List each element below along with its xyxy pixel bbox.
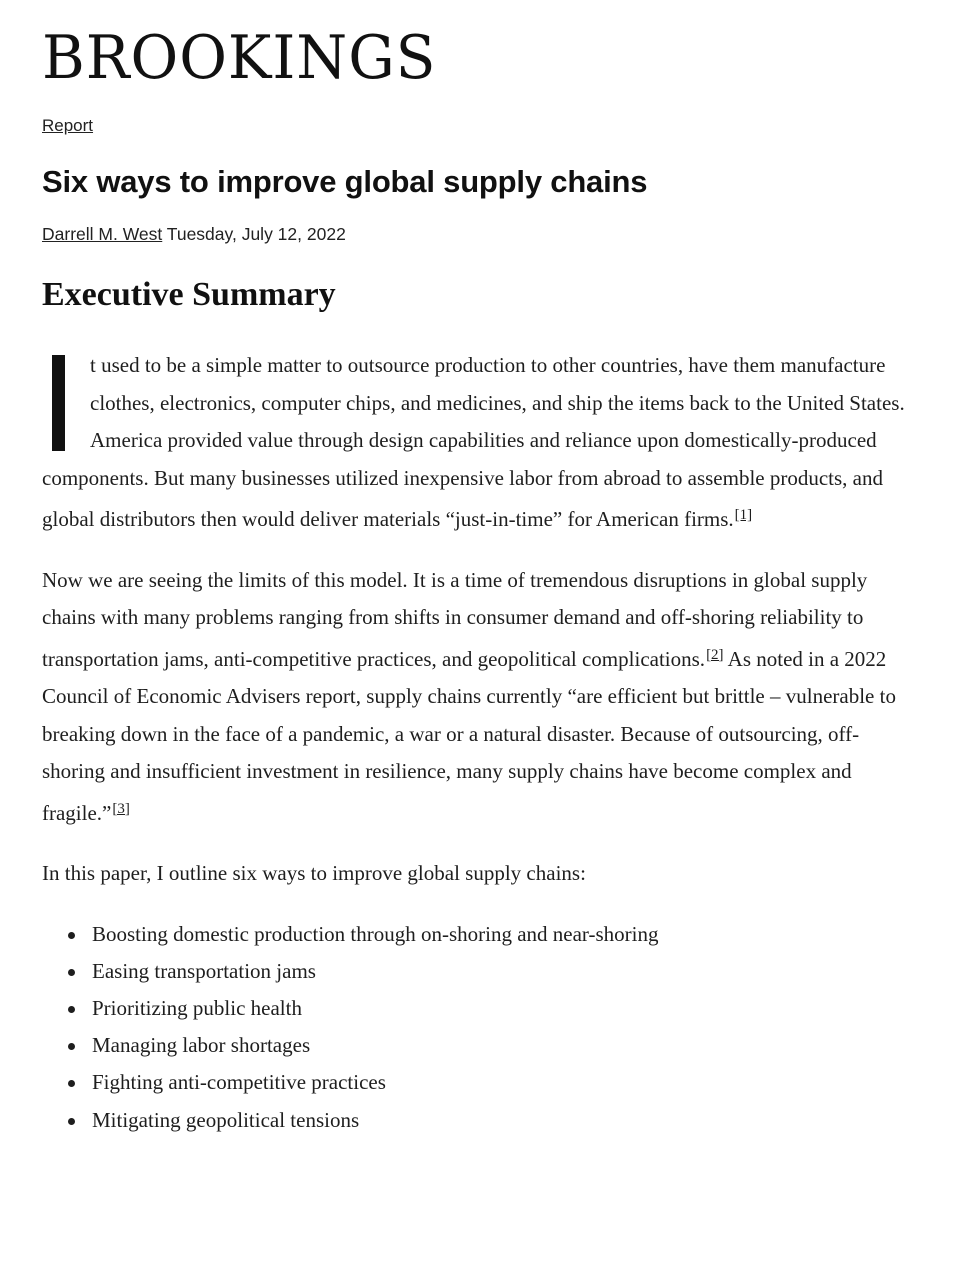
footnote-link-3[interactable]: [3] <box>112 800 130 817</box>
brookings-logo: BROOKINGS <box>42 23 437 93</box>
byline <box>42 224 346 245</box>
paragraph-2-text-b: As noted in a 2022 Council of Economic Advisers report, supply chains currently “are efficient but brittle – vulnerable to breaking down in the face of a pandemic, a war or a natural disaster. Because of outsourcing, off-shoring and insufficient investment in resilience, many supply chains have become complex and fragile.” <box>42 646 896 825</box>
bullet-icon <box>68 1043 75 1050</box>
article-title: Six ways to improve global supply chains <box>42 164 648 199</box>
paragraph-1 <box>42 347 922 539</box>
list-item: Mitigating geopolitical tensions <box>92 1102 922 1139</box>
paragraph-1-text: t used to be a simple matter to outsource production to other countries, have them manufacture clothes, electronics, computer chips, and medicines, and ship the items back to the United States. America provided value through design capabilities and reliance upon domestically-produced components. But many businesses utilized inexpensive labor from abroad to assemble products, and global distributors then would deliver materials “just-in-time” for American firms. <box>42 353 905 531</box>
article-body <box>42 347 922 1139</box>
paragraph-2 <box>42 562 922 833</box>
section-heading: Executive Summary <box>42 276 336 313</box>
list-item: Fighting anti-competitive practices <box>92 1064 922 1101</box>
bullet-icon <box>68 1006 75 1013</box>
footnote-link-1[interactable]: [1] <box>734 507 753 523</box>
author-link[interactable]: Darrell M. West <box>42 224 163 244</box>
drop-cap-letter-i <box>52 355 65 451</box>
bullet-icon <box>68 932 75 939</box>
bullet-icon <box>68 969 75 976</box>
recommendations-list <box>42 916 922 1139</box>
paragraph-2-text-a: Now we are seeing the limits of this model. It is a time of tremendous disruptions in global supply chains with many problems ranging from shifts in consumer demand and off-shoring reliability to transportation jams, anti-competitive practices, and geopolitical complications. <box>42 567 868 671</box>
drop-cap <box>42 355 90 459</box>
list-item: Managing labor shortages <box>92 1027 922 1064</box>
paragraph-3: In this paper, I outline six ways to improve global supply chains: <box>42 861 586 885</box>
bullet-icon <box>68 1118 75 1125</box>
bullet-icon <box>68 1080 75 1087</box>
list-item: Boosting domestic production through on-shoring and near-shoring <box>92 916 922 953</box>
category-link[interactable]: Report <box>42 116 94 135</box>
list-item: Easing transportation jams <box>92 953 922 990</box>
list-item: Prioritizing public health <box>92 990 922 1027</box>
publish-date: Tuesday, July 12, 2022 <box>166 224 346 244</box>
footnote-link-2[interactable]: [2] <box>706 646 724 663</box>
